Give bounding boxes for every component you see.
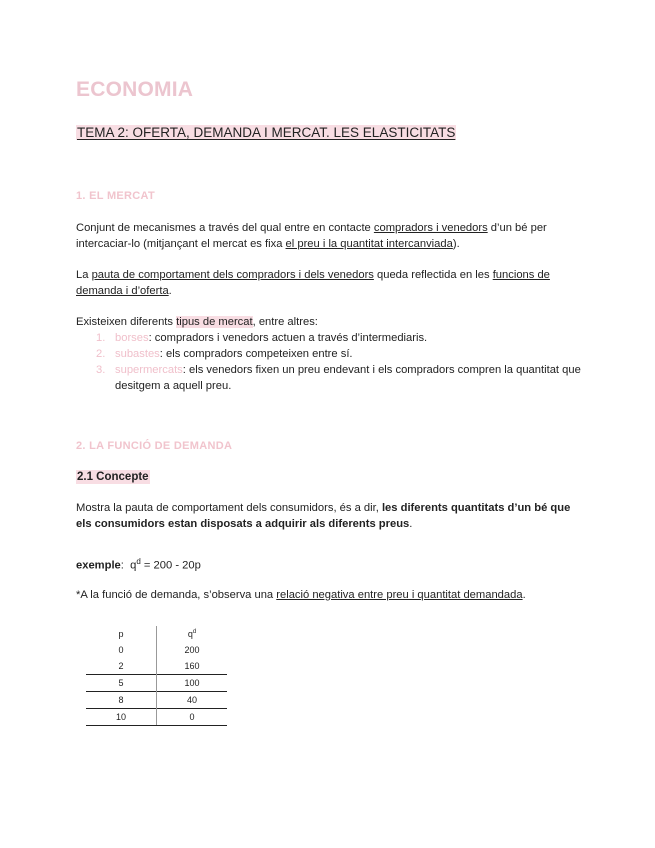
- example-formula: [76, 554, 576, 574]
- text-span: Conjunt de mecanismes a través del qual entre en contacte: [76, 222, 374, 234]
- text-span: ).: [452, 238, 460, 250]
- list-number: 1.: [96, 332, 106, 344]
- table-row: [86, 709, 227, 726]
- table-row: [86, 642, 227, 658]
- list-term: borses: [115, 332, 149, 344]
- underlined-text: relació negativa entre preu i quantitat demandada: [276, 589, 523, 601]
- list-number: 3.: [96, 364, 106, 376]
- subsection-heading-concepte: 2.1 Concepte: [77, 471, 149, 483]
- list-item: [76, 362, 596, 394]
- table-cell: 0: [118, 645, 124, 655]
- text-span: .: [522, 589, 526, 601]
- list-text: : els compradors competeixen entre sí.: [159, 348, 353, 360]
- table-cell: 200: [157, 642, 228, 658]
- text-span: *A la funció de demanda, s’observa una: [76, 589, 277, 601]
- table-cell: 10: [86, 709, 157, 726]
- formula-superscript: d: [136, 557, 141, 566]
- list-text: : compradors i venedors actuen a través d’intermediaris.: [148, 332, 428, 344]
- underlined-text: pauta de comportament dels compradors i dels venedors: [91, 269, 374, 281]
- table-cell: 8: [86, 692, 157, 709]
- bold-text: les diferents quantitats d’un bé que els consumidors estan disposats a adquirir als diferents preus: [76, 502, 571, 530]
- paragraph-mercat-definition: [76, 220, 576, 252]
- highlighted-text: tipus de mercat: [176, 316, 253, 328]
- header-q-superscript: d: [192, 629, 197, 635]
- text-span: queda reflectida en les: [373, 269, 493, 281]
- table-cell: 5: [86, 675, 157, 692]
- list-item: [76, 330, 596, 346]
- column-header-p: p: [118, 629, 124, 639]
- text-span: Existeixen diferents: [76, 316, 177, 328]
- underlined-text: compradors i venedors: [373, 222, 488, 234]
- text-span: , entre altres:: [252, 316, 318, 328]
- list-text: : els venedors fixen un preu endevant i els compradors compren la quantitat que desitgem a aquell preu.: [115, 364, 581, 392]
- column-header-qd: [157, 626, 228, 642]
- text-span: :: [120, 559, 124, 572]
- table-header-row: [86, 626, 227, 642]
- text-span: .: [168, 285, 172, 297]
- section-heading-funcio-demanda: 2. LA FUNCIÓ DE DEMANDA: [76, 440, 233, 452]
- formula-expression: = 200 - 20p: [140, 559, 201, 572]
- table-cell: 0: [157, 709, 228, 726]
- table-row: [86, 692, 227, 709]
- text-span: La: [76, 269, 92, 281]
- text-span: d’un bé per intercaciar-lo (mitjançant el mercat es fixa: [76, 222, 547, 250]
- page-title: ECONOMIA: [76, 78, 194, 101]
- table-cell: 40: [157, 692, 228, 709]
- demand-table: [86, 626, 227, 726]
- paragraph-relacio-negativa: [76, 587, 576, 603]
- table-cell: 100: [157, 675, 228, 692]
- formula-variable: q: [130, 559, 137, 572]
- table-row: [86, 675, 227, 692]
- underlined-text: el preu i la quantitat intercanviada: [285, 238, 453, 250]
- table-cell: 2: [118, 661, 124, 671]
- paragraph-tipus-mercat: [76, 314, 576, 330]
- paragraph-concepte: [76, 500, 576, 532]
- list-number: 2.: [96, 348, 106, 360]
- list-term: subastes: [115, 348, 160, 360]
- header-q: q: [187, 629, 193, 639]
- example-label: exemple: [76, 559, 121, 572]
- text-span: Mostra la pauta de comportament dels consumidors, és a dir,: [76, 502, 382, 514]
- table-row: [86, 658, 227, 675]
- text-span: .: [409, 518, 413, 530]
- underlined-text: funcions de demanda i d’oferta: [76, 269, 550, 297]
- section-heading-mercat: 1. EL MERCAT: [76, 190, 155, 202]
- topic-title: TEMA 2: OFERTA, DEMANDA I MERCAT. LES ELASTICITATS: [77, 125, 456, 140]
- table-cell: 160: [157, 658, 228, 675]
- list-term: supermercats: [115, 364, 183, 376]
- paragraph-pauta: [76, 267, 576, 299]
- market-types-list: [76, 330, 596, 394]
- list-item: [76, 346, 596, 362]
